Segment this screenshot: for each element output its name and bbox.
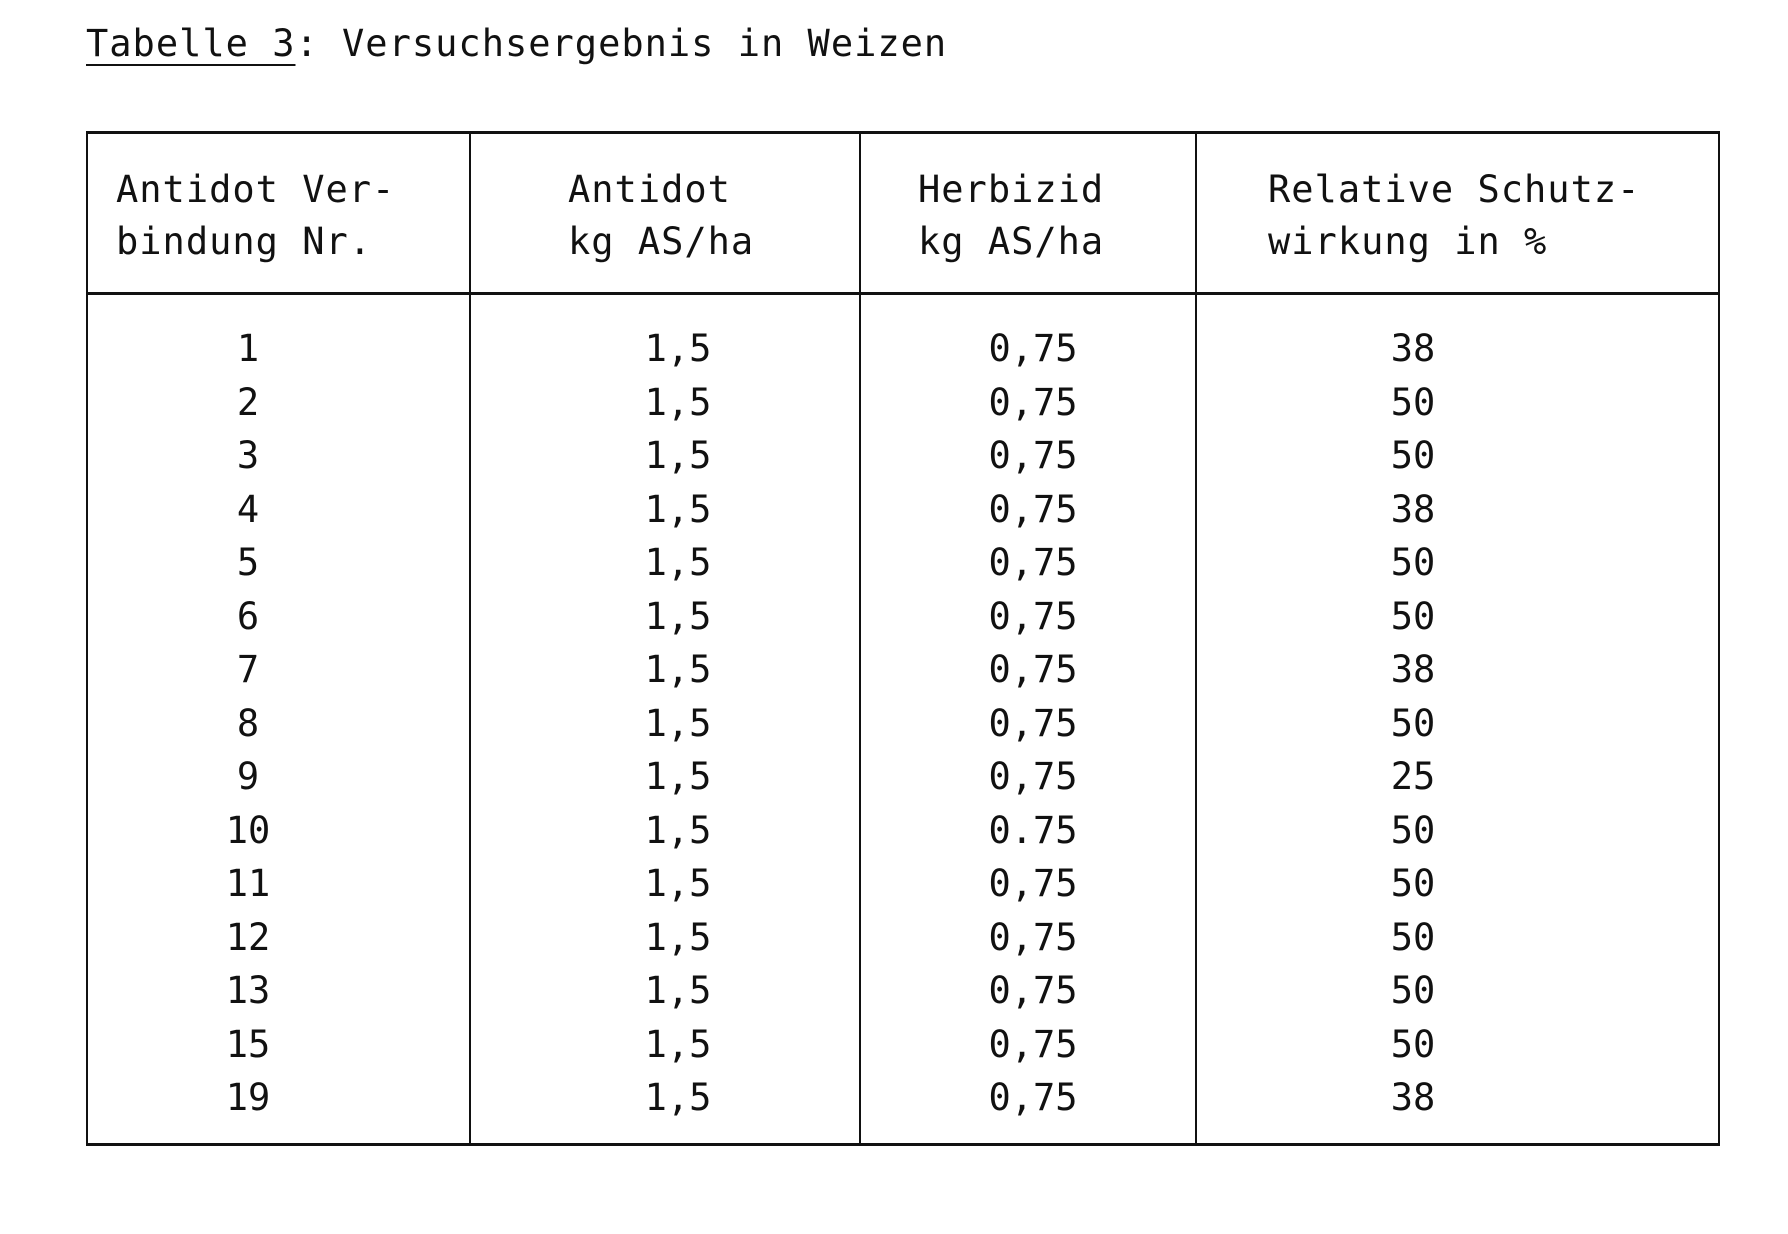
table-cell: 50: [1390, 862, 1436, 905]
table-cell: 12: [225, 915, 271, 959]
header-antidot-rate: [568, 164, 754, 268]
table-cell: 0,75: [988, 541, 1078, 584]
table-cell: 0.75: [988, 808, 1078, 852]
table-cell: 19: [225, 1076, 271, 1119]
header-line: bindung Nr.: [116, 220, 373, 263]
table-cell: 0,75: [988, 594, 1078, 638]
column-compound-no: [168, 322, 328, 1125]
table-cell: 8: [236, 701, 260, 745]
table-cell: 1,5: [644, 380, 712, 424]
table-cell: 1,5: [644, 915, 712, 959]
table-cell: 0,75: [988, 701, 1078, 745]
table-cell: 6: [236, 594, 260, 638]
table-cell: 0,75: [988, 487, 1078, 531]
column-divider: [859, 134, 861, 1143]
table-cell: 1,5: [644, 541, 712, 584]
table-cell: 38: [1390, 1076, 1436, 1119]
header-line: wirkung in %: [1268, 220, 1548, 263]
header-line: kg AS/ha: [918, 220, 1105, 263]
column-herbicide-rate: [928, 322, 1138, 1125]
header-line: Antidot Ver-: [116, 168, 396, 211]
table-cell: 50: [1390, 434, 1436, 477]
table-cell: 7: [236, 648, 260, 691]
table-cell: 1,5: [644, 808, 712, 852]
table-number-label: Tabelle 3: [86, 22, 296, 65]
table-cell: 9: [236, 755, 260, 798]
table-cell: 0,75: [988, 380, 1078, 424]
table-cell: 50: [1390, 701, 1436, 745]
table-cell: 5: [236, 541, 260, 584]
table-cell: 1,5: [644, 755, 712, 798]
table-caption: [86, 22, 947, 65]
header-line: Herbizid: [918, 168, 1105, 211]
table-cell: 38: [1390, 487, 1436, 531]
table-cell: 0,75: [988, 862, 1078, 905]
column-relative-protection: [1338, 322, 1488, 1125]
table-cell: 15: [225, 1022, 271, 1066]
table-cell: 50: [1390, 594, 1436, 638]
header-divider: [88, 292, 1718, 295]
table-cell: 50: [1390, 808, 1436, 852]
table-cell: 50: [1390, 380, 1436, 424]
table-cell: 4: [236, 487, 260, 531]
table-cell: 1,5: [644, 594, 712, 638]
table-cell: 10: [225, 808, 271, 852]
table-cell: 1: [236, 327, 260, 370]
header-line: kg AS/ha: [568, 220, 755, 263]
table-cell: 0,75: [988, 434, 1078, 477]
table-cell: 1,5: [644, 1076, 712, 1119]
table-cell: 1,5: [644, 862, 712, 905]
table-cell: 50: [1390, 915, 1436, 959]
table-caption-text: : Versuchsergebnis in Weizen: [295, 22, 948, 65]
table-cell: 1,5: [644, 1022, 712, 1066]
header-line: Antidot: [568, 168, 731, 211]
table-cell: 1,5: [644, 327, 712, 370]
header-line: Relative Schutz-: [1268, 168, 1641, 211]
table-cell: 50: [1390, 541, 1436, 584]
header-relative-protection: [1268, 164, 1640, 268]
table-cell: 25: [1390, 755, 1436, 798]
table-cell: 11: [225, 862, 271, 905]
table-cell: 0,75: [988, 755, 1078, 798]
header-compound-no: [116, 164, 395, 268]
table-cell: 0,75: [988, 1076, 1078, 1119]
table-cell: 38: [1390, 327, 1436, 370]
column-antidot-rate: [578, 322, 778, 1125]
table-cell: 1,5: [644, 969, 712, 1012]
table-cell: 1,5: [644, 487, 712, 531]
table-cell: 0,75: [988, 969, 1078, 1012]
table-cell: 0,75: [988, 915, 1078, 959]
table-cell: 0,75: [988, 327, 1078, 370]
table-cell: 13: [225, 969, 271, 1012]
table-cell: 1,5: [644, 648, 712, 691]
column-divider: [1195, 134, 1197, 1143]
column-divider: [469, 134, 471, 1143]
table-cell: 50: [1390, 969, 1436, 1012]
table-cell: 2: [236, 380, 260, 424]
results-table: [86, 131, 1720, 1146]
header-herbicide-rate: [918, 164, 1104, 268]
table-cell: 0,75: [988, 1022, 1078, 1066]
table-cell: 1,5: [644, 434, 712, 477]
table-cell: 38: [1390, 648, 1436, 691]
table-cell: 50: [1390, 1022, 1436, 1066]
table-cell: 1,5: [644, 701, 712, 745]
table-cell: 3: [236, 434, 260, 477]
table-cell: 0,75: [988, 648, 1078, 691]
